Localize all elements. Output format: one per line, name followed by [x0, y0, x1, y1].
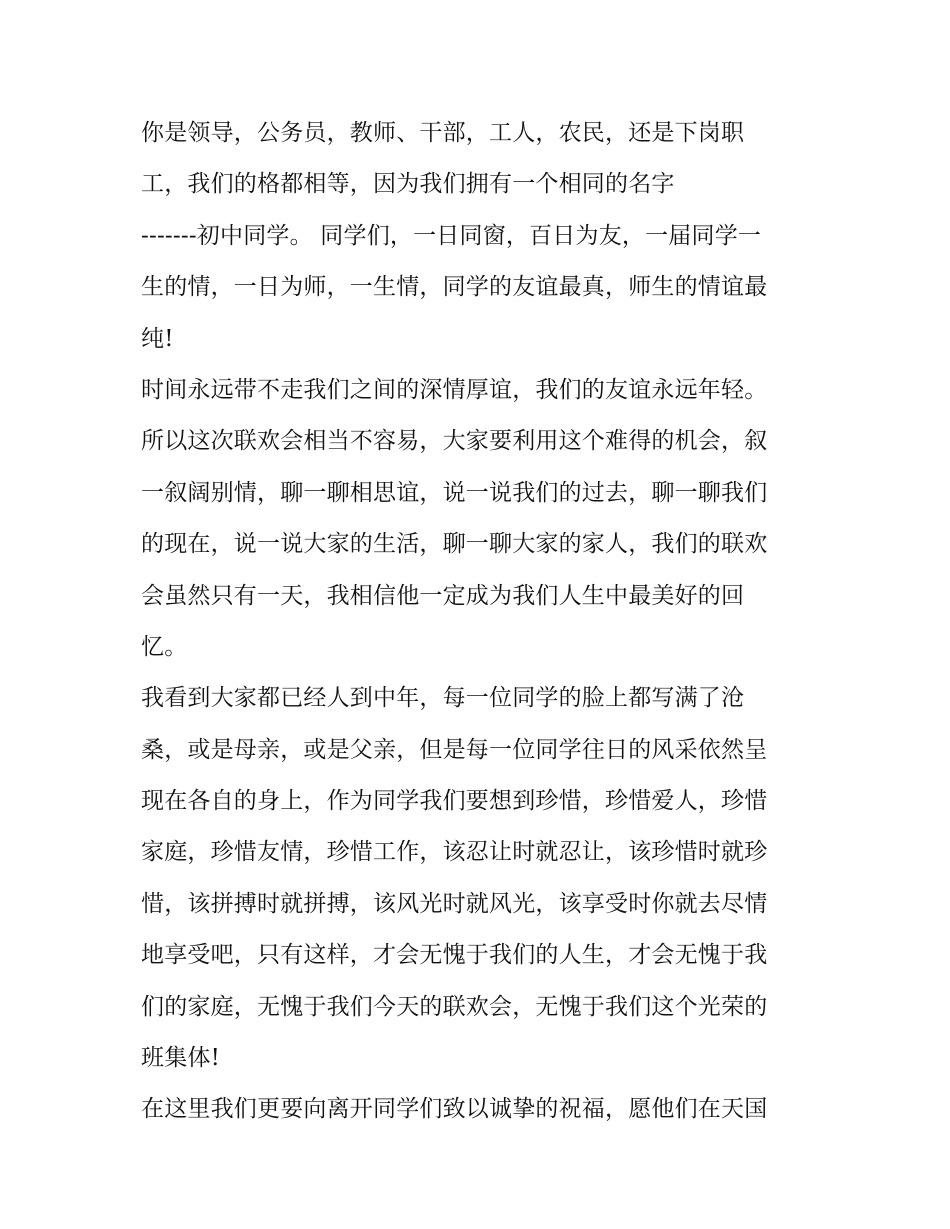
text-line: 你是领导，公务员，教师、干部，工人，农民，还是下岗职 — [141, 120, 745, 146]
text-line: 工，我们的格都相等，因为我们拥有一个相同的名字 — [141, 171, 675, 198]
text-line: 桑，或是母亲，或是父亲，但是每一位同学往日的风采依然呈 — [141, 736, 768, 763]
text-line: 们的家庭，无愧于我们今天的联欢会，无愧于我们这个光荣的 — [141, 993, 768, 1020]
text-line: 纯! — [141, 325, 174, 352]
text-line: 所以这次联欢会相当不容易，大家要利用这个难得的机会，叙 — [141, 428, 768, 455]
text-line: 会虽然只有一天，我相信他一定成为我们人生中最美好的回 — [141, 582, 745, 609]
text-line: 地享受吧，只有这样，才会无愧于我们的人生，才会无愧于我 — [141, 942, 768, 969]
text-line: 班集体! — [141, 1045, 221, 1072]
text-line: 的现在，说一说大家的生活，聊一聊大家的家人，我们的联欢 — [141, 531, 768, 558]
document-body — [141, 108, 821, 1136]
text-line: 生的情，一日为师，一生情，同学的友谊最真，师生的情谊最 — [141, 274, 768, 301]
text-line: 在这里我们更要向离开同学们致以诚挚的祝福，愿他们在天国 — [141, 1096, 768, 1123]
text-line: 家庭，珍惜友情，珍惜工作，该忍让时就忍让，该珍惜时就珍 — [141, 839, 768, 866]
text-line: 忆。 — [141, 633, 188, 660]
text-line: 我看到大家都已经人到中年，每一位同学的脸上都写满了沧 — [141, 685, 745, 712]
text-line: 惜，该拼搏时就拼搏，该风光时就风光，该享受时你就去尽情 — [141, 890, 768, 917]
text-line: 一叙阔别情，聊一聊相思谊，说一说我们的过去，聊一聊我们 — [141, 479, 768, 506]
text-line: 现在各自的身上，作为同学我们要想到珍惜，珍惜爱人，珍惜 — [141, 788, 768, 815]
text-line: -------初中同学。 同学们，一日同窗，百日为友，一届同学一 — [141, 222, 762, 249]
text-line: 时间永远带不走我们之间的深情厚谊，我们的友谊永远年轻。 — [141, 376, 768, 403]
